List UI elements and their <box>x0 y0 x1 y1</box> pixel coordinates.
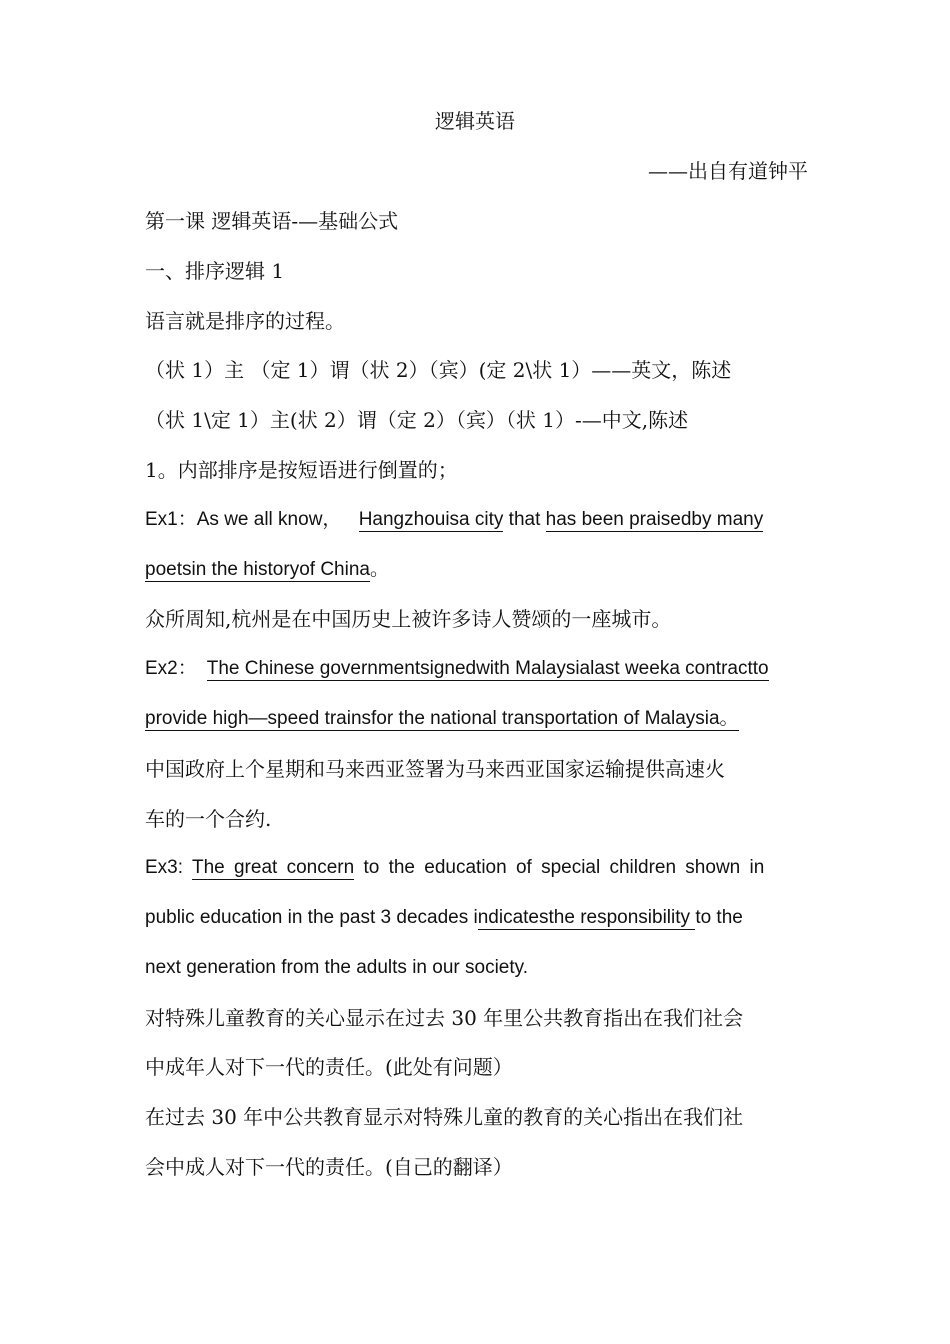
lesson-heading: 第一课 逻辑英语-—基础公式 <box>145 209 399 233</box>
ex3-line-1 <box>145 853 810 883</box>
ex1-underline-subject: Hangzhouisa city <box>358 509 504 530</box>
ex1-line-2 <box>145 555 810 585</box>
intro-paragraph: 语言就是排序的过程。 <box>145 309 345 333</box>
ex3-translation-a-line-1: 对特殊儿童教育的关心显示在过去 30 年里公共教育指出在我们社会 <box>145 1006 744 1030</box>
ex3-underline-predicate: ndicatesthe responsibility <box>477 907 696 928</box>
ex1-underline-continuation: poetsin the historyof China <box>145 559 370 580</box>
ex1-line-1 <box>145 505 810 535</box>
source-attribution: ——出自有道钟平 <box>648 159 808 183</box>
ex2-line-2 <box>145 704 810 734</box>
ex2-underline-main: The Chinese governmentsignedwith Malaysialast weeka contractto <box>206 658 769 679</box>
ex2-underline-continuation: provide high—speed trainsfor the national transportation of Malaysia。 <box>145 708 739 729</box>
ex1-label: Ex1： <box>145 509 197 530</box>
ex2-translation-line-1: 中国政府上个星期和马来西亚签署为马来西亚国家运输提供高速火 <box>145 757 725 781</box>
ex3-underline-subject: The great concern <box>191 857 355 878</box>
ex3-line-3: next generation from the adults in our society. <box>145 957 529 978</box>
section-heading: 一、排序逻辑 1 <box>145 259 285 283</box>
ex2-label: Ex2： <box>145 658 197 679</box>
formula-english: （状 1）主 （定 1）谓（状 2）（宾）(定 2\状 1）——英文，陈述 <box>145 358 732 382</box>
document-title: 逻辑英语 <box>435 109 515 133</box>
ex2-line-1 <box>145 654 810 684</box>
ex3-line-1-rest: to the education of special children shown in <box>354 857 765 878</box>
ex3-line-2-end: to the <box>695 907 743 928</box>
formula-chinese: （状 1\定 1）主(状 2）谓（定 2）（宾）（状 1）-—中文,陈述 <box>145 408 689 432</box>
ex1-mid: that <box>503 509 546 530</box>
ex3-line-2-start: public education in the past 3 decades i <box>145 907 478 928</box>
ex1-line-2-end: 。 <box>369 559 389 580</box>
ex1-intro: As we all know， <box>196 509 342 530</box>
ex3-line-2 <box>145 903 810 933</box>
ex3-translation-b-line-2: 会中成人对下一代的责任。(自己的翻译） <box>145 1155 513 1179</box>
ex2-translation-line-2: 车的一个合约. <box>145 807 272 831</box>
ex1-underline-predicate: has been praisedby many <box>545 509 764 530</box>
ex1-translation: 众所周知,杭州是在中国历史上被许多诗人赞颂的一座城市。 <box>145 607 672 631</box>
ex3-label: Ex3: <box>145 857 192 878</box>
ex3-translation-b-line-1: 在过去 30 年中公共教育显示对特殊儿童的教育的关心指出在我们社 <box>145 1105 744 1129</box>
rule-1: 1。内部排序是按短语进行倒置的； <box>145 458 458 482</box>
ex3-translation-a-line-2: 中成年人对下一代的责任。(此处有问题） <box>145 1055 513 1079</box>
